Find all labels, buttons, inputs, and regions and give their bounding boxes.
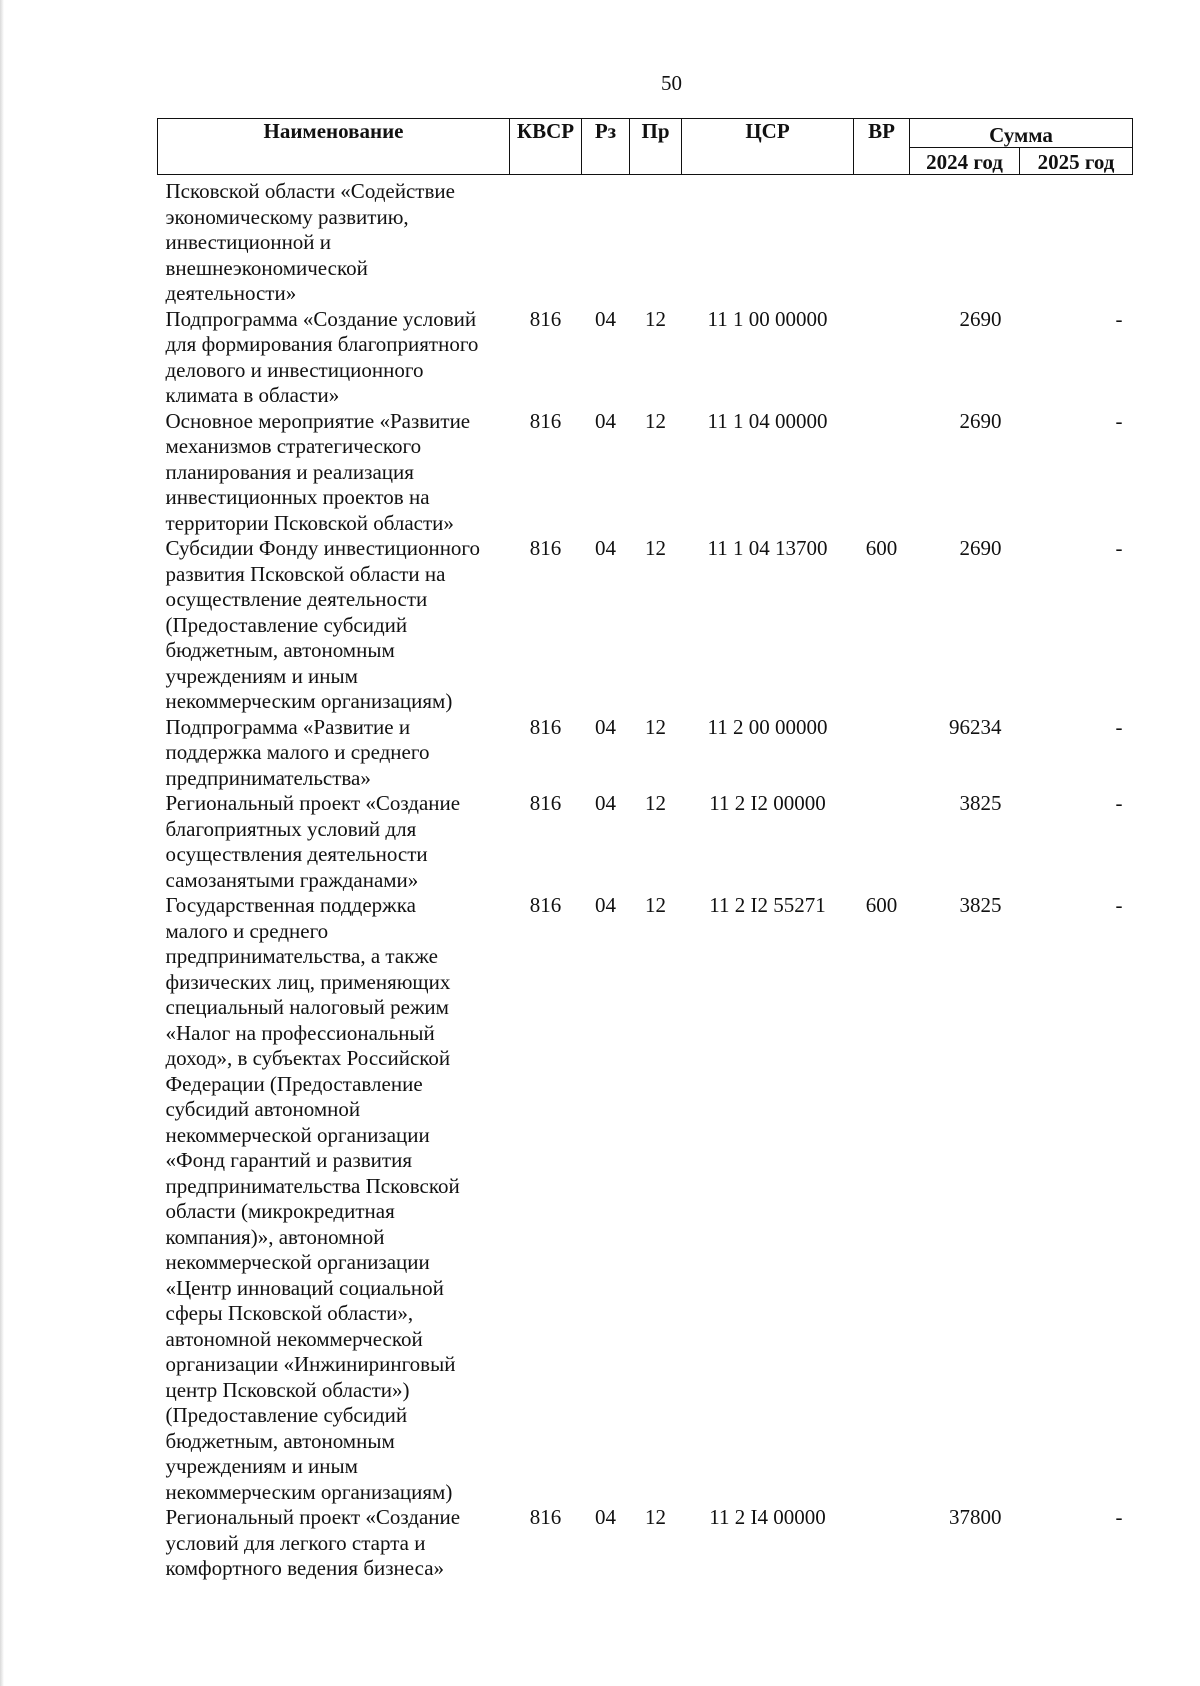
cell-name (158, 715, 510, 792)
cell-kvsr: 816 (529, 893, 562, 917)
name-line: делового и инвестиционного (165, 357, 424, 382)
cell-rz: 04 (595, 791, 616, 815)
name-line: Государственная поддержка (165, 893, 416, 917)
name-line: субсидий автономной (165, 1097, 361, 1121)
name-line: некоммерческой организации (165, 1250, 430, 1274)
cell-sum-2024 (910, 175, 1020, 307)
cell-vr (854, 1505, 910, 1582)
name-line: условий для легкого старта и (165, 1530, 426, 1555)
name-line: предпринимательства Псковской (165, 1173, 460, 1198)
cell-pr: 12 (645, 791, 666, 815)
cell-vr (854, 791, 910, 893)
cell-csr (682, 175, 854, 307)
cell-sum-2024: 3825 (959, 791, 1002, 815)
table-body (158, 175, 1133, 1582)
name-line: учреждениям и иным (165, 663, 358, 688)
cell-sum-2025: - (1115, 714, 1123, 739)
cell-pr: 12 (645, 714, 666, 739)
cell-sum-2024: 96234 (949, 714, 1002, 739)
name-line: малого и среднего (165, 918, 329, 943)
name-line: (Предоставление субсидий (165, 1403, 408, 1427)
cell-rz: 04 (595, 536, 616, 560)
cell-pr: 12 (645, 536, 666, 560)
name-line: доход», в субъектах Российской (165, 1046, 451, 1070)
cell-rz (582, 175, 630, 307)
budget-table (157, 118, 1133, 1582)
name-line: области (микрокредитная (165, 1199, 395, 1223)
cell-pr: 12 (645, 1505, 666, 1529)
name-line: сферы Псковской области», (165, 1301, 414, 1325)
cell-sum-2025: - (1115, 408, 1123, 433)
table-row (158, 715, 1133, 792)
cell-sum-2025 (1020, 175, 1133, 307)
table-row (158, 307, 1133, 409)
name-line: механизмов стратегического (165, 434, 422, 458)
cell-sum-2024: 2690 (959, 306, 1002, 331)
name-line: для формирования благоприятного (165, 332, 479, 356)
cell-sum-2025: - (1115, 306, 1123, 331)
header-sum: Сумма (910, 119, 1133, 148)
name-line: Региональный проект «Создание (165, 1505, 461, 1529)
cell-rz: 04 (595, 306, 616, 331)
name-line: некоммерческой организации (165, 1122, 430, 1147)
cell-name (158, 175, 510, 307)
cell-kvsr: 816 (529, 791, 562, 815)
table-header (158, 119, 1133, 175)
name-line: развития Псковской области на (165, 561, 446, 586)
name-line: деятельности» (165, 281, 297, 305)
name-line: благоприятных условий для (165, 816, 417, 841)
header-rz: Рз (582, 119, 630, 175)
name-line: экономическому развитию, (165, 204, 409, 229)
name-line: некоммерческим организациям) (165, 1479, 453, 1504)
cell-csr: 11 2 00 00000 (707, 714, 828, 739)
name-line: поддержка малого и среднего (165, 740, 430, 764)
name-line: предпринимательства» (165, 765, 371, 790)
cell-csr: 11 2 I4 00000 (709, 1505, 826, 1529)
table-row (158, 175, 1133, 307)
table-row (158, 536, 1133, 715)
name-line: осуществления деятельности (165, 842, 428, 866)
scan-edge (0, 0, 4, 1686)
name-line: компания)», автономной (165, 1224, 385, 1249)
cell-kvsr: 816 (529, 714, 562, 739)
name-line: «Центр инноваций социальной (165, 1275, 444, 1300)
name-line: внешнеэкономической (165, 255, 368, 280)
header-year-2025: 2025 год (1020, 148, 1133, 175)
name-line: комфортного ведения бизнеса» (165, 1556, 445, 1580)
name-line: инвестиционной и (165, 230, 332, 254)
cell-kvsr: 816 (529, 1505, 562, 1529)
header-pr: Пр (630, 119, 682, 175)
table-row (158, 409, 1133, 537)
header-name: Наименование (158, 119, 510, 175)
table-row (158, 791, 1133, 893)
cell-name (158, 307, 510, 409)
cell-vr (854, 715, 910, 792)
cell-vr: 600 (865, 893, 898, 917)
cell-sum-2024: 3825 (959, 893, 1002, 917)
cell-sum-2025: - (1115, 893, 1123, 917)
cell-name (158, 536, 510, 715)
cell-name (158, 409, 510, 537)
name-line: специальный налоговый режим (165, 995, 449, 1019)
cell-kvsr: 816 (529, 408, 562, 433)
name-line: бюджетным, автономным (165, 638, 395, 662)
name-line: центр Псковской области») (165, 1377, 410, 1402)
cell-csr: 11 1 04 13700 (707, 536, 828, 560)
cell-csr: 11 2 I2 55271 (709, 893, 826, 917)
header-kvsr: КВСР (510, 119, 582, 175)
name-line: «Налог на профессиональный (165, 1020, 435, 1045)
cell-sum-2024: 2690 (959, 536, 1002, 560)
name-line: Региональный проект «Создание (165, 791, 461, 815)
name-line: Субсидии Фонду инвестиционного (165, 536, 481, 560)
cell-rz: 04 (595, 893, 616, 917)
cell-vr (854, 409, 910, 537)
cell-pr: 12 (645, 306, 666, 331)
name-line: Основное мероприятие «Развитие (165, 408, 471, 433)
name-line: бюджетным, автономным (165, 1428, 395, 1453)
cell-name (158, 791, 510, 893)
name-line: инвестиционных проектов на (165, 485, 430, 509)
cell-csr: 11 1 00 00000 (707, 306, 828, 331)
cell-csr: 11 2 I2 00000 (709, 791, 826, 815)
cell-sum-2025: - (1115, 536, 1123, 560)
name-line: «Фонд гарантий и развития (165, 1148, 412, 1172)
cell-csr: 11 1 04 00000 (707, 408, 828, 433)
cell-vr (854, 307, 910, 409)
cell-sum-2024: 2690 (959, 408, 1002, 433)
cell-kvsr (510, 175, 582, 307)
name-line: Подпрограмма «Развитие и (165, 714, 411, 739)
cell-pr: 12 (645, 408, 666, 433)
cell-sum-2025: - (1115, 1505, 1123, 1529)
name-line: самозанятыми гражданами» (165, 867, 419, 892)
table-row (158, 893, 1133, 1505)
table-row (158, 1505, 1133, 1582)
name-line: автономной некоммерческой (165, 1326, 423, 1351)
cell-kvsr: 816 (529, 536, 562, 560)
cell-pr: 12 (645, 893, 666, 917)
name-line: Подпрограмма «Создание условий (165, 306, 477, 331)
cell-pr (630, 175, 682, 307)
cell-rz: 04 (595, 714, 616, 739)
name-line: Федерации (Предоставление (165, 1071, 423, 1096)
page-number: 50 (661, 71, 682, 95)
name-line: физических лиц, применяющих (165, 969, 451, 994)
cell-sum-2025: - (1115, 791, 1123, 815)
header-vr: ВР (854, 119, 910, 175)
name-line: территории Псковской области» (165, 510, 454, 535)
cell-vr: 600 (865, 536, 898, 560)
cell-rz: 04 (595, 1505, 616, 1529)
cell-sum-2024: 37800 (949, 1505, 1002, 1529)
cell-vr (854, 175, 910, 307)
cell-name (158, 893, 510, 1505)
name-line: организации «Инжиниринговый (165, 1352, 456, 1376)
name-line: климата в области» (165, 383, 340, 407)
header-csr: ЦСР (682, 119, 854, 175)
cell-name (158, 1505, 510, 1582)
name-line: планирования и реализация (165, 459, 414, 484)
name-line: учреждениям и иным (165, 1454, 358, 1478)
cell-kvsr: 816 (529, 306, 562, 331)
name-line: некоммерческим организациям) (165, 689, 453, 713)
name-line: осуществление деятельности (165, 587, 428, 611)
cell-rz: 04 (595, 408, 616, 433)
header-year-2024: 2024 год (910, 148, 1020, 175)
name-line: предпринимательства, а также (165, 944, 438, 968)
name-line: (Предоставление субсидий (165, 612, 408, 637)
name-line: Псковской области «Содействие (165, 179, 455, 203)
